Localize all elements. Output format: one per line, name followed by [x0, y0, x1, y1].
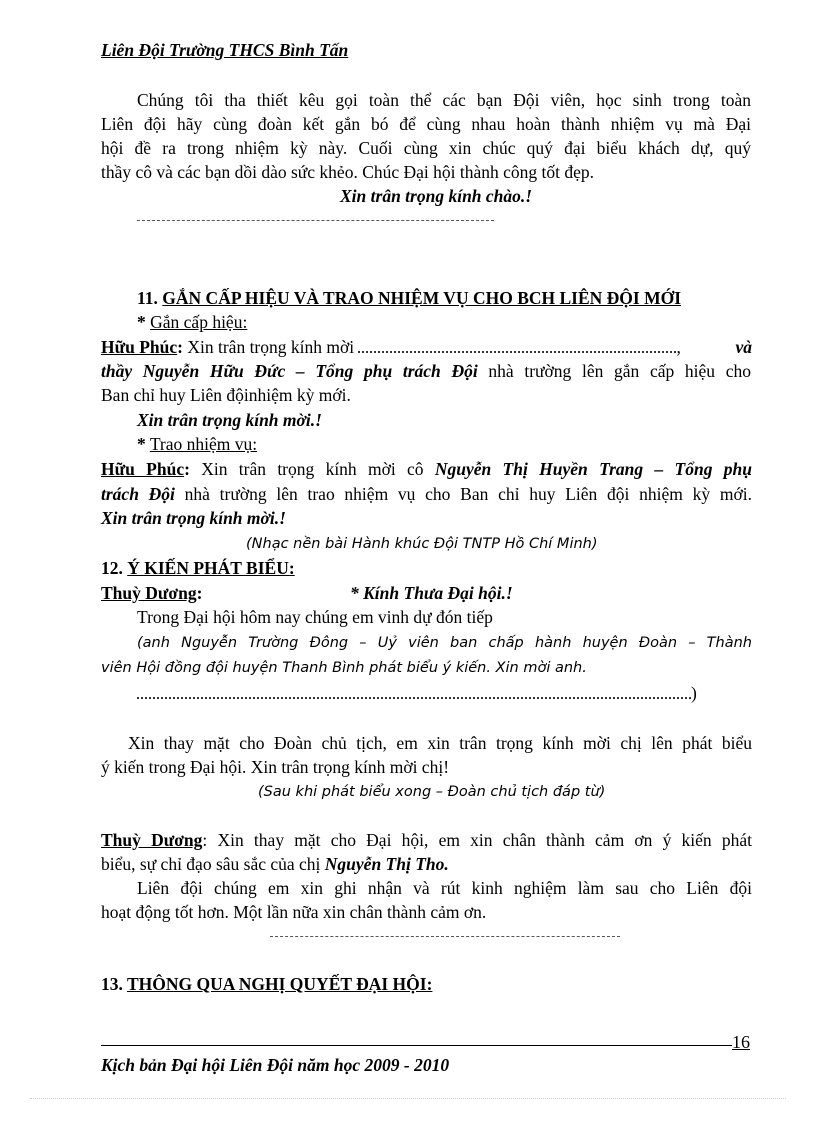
thanks-text-2: biểu, sự chỉ đạo sâu sắc của chị — [101, 854, 321, 874]
guest-line-1: (anh Nguyễn Trường Đông – Uỷ viên ban chấp hành huyện Đoàn – Thành — [137, 635, 752, 651]
colon: : — [202, 830, 208, 850]
section-13-number: 13. — [101, 974, 123, 994]
p1-lead: Xin trân trọng kính mời — [187, 337, 355, 357]
close-paren: ) — [691, 683, 697, 703]
after-note: (Sau khi phát biểu xong – Đoàn chủ tịch đáp từ) — [258, 784, 606, 800]
p1-line-1 — [101, 335, 752, 359]
colon: : — [177, 337, 183, 357]
speaker-huu-phuc-2: Hữu Phúc — [101, 459, 185, 479]
p1-rest: nhà trường lên gắn cấp hiệu cho — [488, 361, 752, 381]
guest-line-2: viên Hội đồng đội huyện Thanh Bình phát biểu ý kiến. Xin mời anh. — [101, 660, 587, 676]
separator-1 — [137, 220, 494, 221]
section-11-heading — [137, 286, 681, 310]
subheading-nhiem-vu-label: Trao nhiệm vụ: — [149, 434, 258, 454]
p2-name: Nguyễn Thị Huyền Trang – Tổng phụ — [434, 459, 752, 479]
invite-line-2: ý kiến trong Đại hội. Xin trân trọng kính mời chị! — [101, 757, 450, 777]
colon: : — [196, 583, 203, 603]
footer-rule — [101, 1045, 732, 1046]
header-title: Liên Đội Trường THCS Bình Tấn — [101, 40, 349, 60]
p1-and: và — [735, 337, 752, 357]
thanks-line-1 — [101, 828, 752, 852]
record-line-1: Liên đội chúng em xin ghi nhận và rút kinh nghiệm làm sau cho Liên đội — [137, 878, 752, 898]
section-12-title: Ý KIẾN PHÁT BIỂU: — [127, 558, 295, 578]
speaker-thuy-duong: Thuỳ Dương — [101, 583, 197, 603]
star-icon: * — [137, 312, 146, 332]
p2-closing: Xin trân trọng kính mời.! — [101, 508, 286, 528]
guest-blank-line — [137, 681, 697, 705]
invite-line-1: Xin thay mặt cho Đoàn chủ tịch, em xin trân trọng kính mời chị lên phát biểu — [128, 733, 752, 753]
section-13-title: THÔNG QUA NGHỊ QUYẾT ĐẠI HỘI: — [126, 974, 433, 994]
page-number — [732, 1030, 750, 1054]
separator-2 — [270, 936, 620, 937]
intro-line-1: Chúng tôi tha thiết kêu gọi toàn thể các bạn Đội viên, học sinh trong toàn — [137, 90, 751, 110]
p1-teacher: thầy Nguyễn Hữu Đức – Tổng phụ trách Đội — [101, 361, 478, 381]
p2-line-1 — [101, 457, 752, 481]
section-11-title: GẮN CẤP HIỆU VÀ TRAO NHIỆM VỤ CHO BCH LIÊN ĐỘI MỚI — [162, 288, 682, 308]
thanks-line-2 — [101, 852, 449, 876]
p1-closing: Xin trân trọng kính mời.! — [137, 410, 322, 430]
section-12-heading — [101, 556, 295, 580]
p1-line-2 — [101, 359, 751, 383]
p1-line-3: Ban chỉ huy Liên độinhiệm kỳ mới. — [101, 385, 351, 405]
intro-line-3: hội đề ra trong nhiệm kỳ này. Cuối cùng xin chúc quý đại biểu khách dự, quý — [101, 138, 751, 158]
subheading-cap-hieu-label: Gắn cấp hiệu: — [150, 312, 248, 332]
page-edge-line — [30, 1098, 786, 1099]
p2-line-2 — [101, 482, 752, 506]
intro-line-4: thầy cô và các bạn dồi dào sức khẻo. Chúc Đại hội thành công tốt đẹp. — [101, 162, 595, 182]
colon: : — [184, 459, 190, 479]
blank-fill-line — [358, 337, 676, 353]
section-12-number: 12. — [101, 558, 123, 578]
star-icon: * — [137, 434, 146, 454]
footer-text: Kịch bản Đại hội Liên Đội năm học 2009 - 2010 — [101, 1055, 450, 1075]
subheading-nhiem-vu — [137, 432, 257, 456]
thanks-name: Nguyễn Thị Tho. — [324, 854, 449, 874]
section-13-heading — [101, 972, 432, 996]
speaker-huu-phuc: Hữu Phúc — [101, 337, 178, 357]
intro-line-2: Liên đội hãy cùng đoàn kết gắn bó để cùng nhau hoàn thành nhiệm vụ mà Đại — [101, 114, 751, 134]
p1-comma: , — [676, 337, 681, 357]
speaker-thuy-duong-2: Thuỳ Dương — [101, 830, 203, 850]
blank-fill-line — [137, 683, 691, 699]
section-11-number: 11. — [137, 288, 158, 308]
speaker-line — [101, 581, 202, 605]
p2-lead: Xin trân trọng kính mời cô — [201, 459, 424, 479]
p2-role: trách Đội — [101, 484, 175, 504]
welcome-line: Trong Đại hội hôm nay chúng em vinh dự đón tiếp — [137, 607, 493, 627]
greeting: * Kính Thưa Đại hội.! — [350, 583, 513, 603]
record-line-2: hoạt động tốt hơn. Một lần nữa xin chân thành cảm ơn. — [101, 902, 487, 922]
page-number-value: 16 — [732, 1032, 750, 1052]
subheading-cap-hieu — [137, 310, 247, 334]
thanks-text-1: Xin thay mặt cho Đại hội, em xin chân thành cảm ơn ý kiến phát — [217, 830, 752, 850]
intro-closing: Xin trân trọng kính chào.! — [340, 186, 533, 206]
music-note: (Nhạc nền bài Hành khúc Đội TNTP Hồ Chí Minh) — [246, 536, 598, 552]
p2-rest: nhà trường lên trao nhiệm vụ cho Ban chỉ huy Liên đội nhiệm kỳ mới. — [184, 484, 752, 504]
